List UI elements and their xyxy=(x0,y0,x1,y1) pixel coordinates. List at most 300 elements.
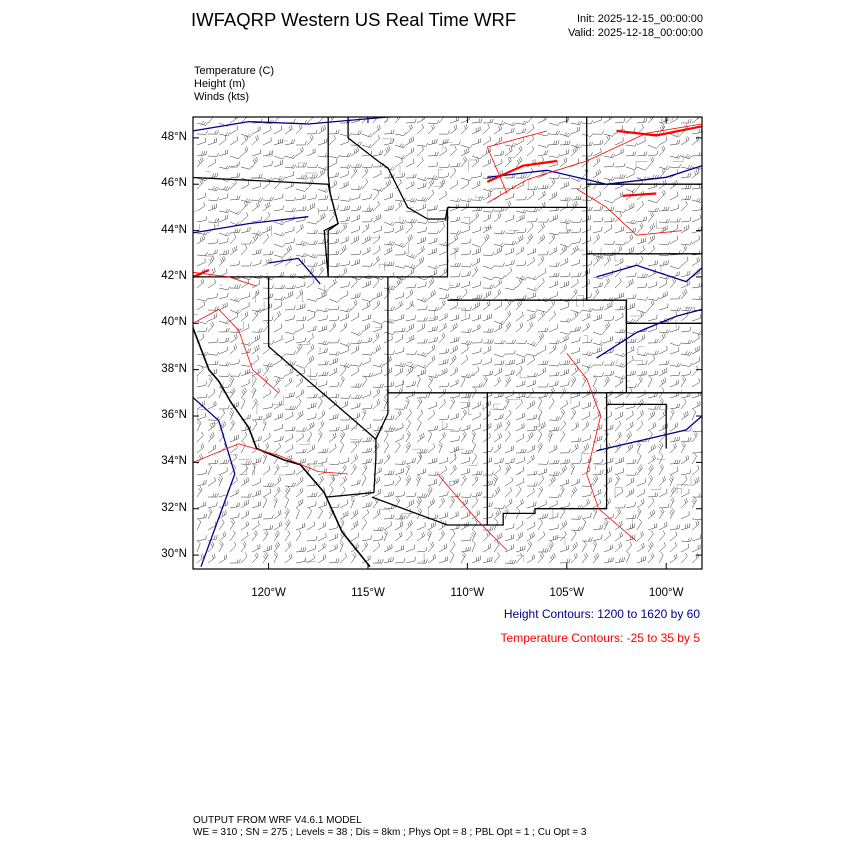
wind-barb xyxy=(670,266,681,269)
wind-barb xyxy=(549,476,555,486)
wind-barb xyxy=(428,120,439,124)
wind-barb xyxy=(406,268,414,277)
wind-barb xyxy=(670,508,675,519)
wind-barb xyxy=(527,502,536,508)
wind-barb xyxy=(648,444,655,453)
wind-barb xyxy=(219,256,225,266)
wind-barb xyxy=(230,444,237,453)
wind-barb xyxy=(483,252,494,256)
wind-barb xyxy=(593,508,597,519)
wind-barb xyxy=(549,247,557,255)
wind-barb xyxy=(439,179,445,189)
wind-barb xyxy=(351,278,357,288)
wind-barb xyxy=(692,129,702,134)
wind-barb xyxy=(351,236,359,245)
wind-barb xyxy=(252,458,261,464)
wind-barb xyxy=(362,475,366,486)
wind-barb xyxy=(274,179,280,189)
wind-barb xyxy=(538,328,548,332)
wind-barb xyxy=(494,541,499,552)
wind-barb xyxy=(450,263,461,267)
wind-barb xyxy=(362,391,370,398)
wind-barb xyxy=(406,458,415,464)
wind-barb xyxy=(197,443,204,453)
wind-barb xyxy=(362,458,372,464)
wind-barb xyxy=(461,124,468,134)
wind-barb xyxy=(197,432,203,442)
wind-barb xyxy=(428,554,436,563)
wind-barb xyxy=(681,437,691,442)
wind-barb xyxy=(406,442,411,453)
county-line xyxy=(441,520,443,521)
county-line xyxy=(603,470,604,471)
wind-barb xyxy=(318,431,322,442)
wind-barb xyxy=(483,339,494,343)
wind-barb xyxy=(406,420,411,431)
wind-barb xyxy=(494,279,502,288)
wind-barb xyxy=(516,276,527,281)
wind-barb xyxy=(351,521,358,530)
wind-barb xyxy=(340,268,347,278)
wind-barb xyxy=(230,313,238,321)
wind-barb xyxy=(692,227,701,233)
wind-barb xyxy=(384,286,395,290)
county-line xyxy=(257,405,259,415)
wind-barb xyxy=(615,475,620,486)
wind-barb xyxy=(615,258,623,266)
wind-barb xyxy=(505,248,514,255)
wind-barb xyxy=(417,398,422,409)
wind-barb xyxy=(472,471,482,475)
wind-barb xyxy=(648,297,659,301)
wind-barb xyxy=(263,466,270,475)
wind-barb xyxy=(373,542,380,552)
wind-barb xyxy=(494,433,502,442)
county-line xyxy=(405,243,409,253)
wind-barb xyxy=(527,218,537,222)
wind-barb xyxy=(417,547,427,552)
wind-barb xyxy=(285,285,296,289)
wind-barb xyxy=(274,272,284,277)
wind-barb xyxy=(208,153,219,157)
wind-barb xyxy=(637,201,644,211)
wind-barb xyxy=(472,173,482,179)
wind-barb xyxy=(483,290,491,299)
wind-barb xyxy=(626,220,637,224)
wind-barb xyxy=(307,545,315,552)
wind-barb xyxy=(472,424,480,431)
wind-barb xyxy=(538,468,547,475)
wind-barb xyxy=(274,160,283,167)
wind-barb xyxy=(560,421,566,432)
wind-barb xyxy=(560,381,569,387)
wind-barb xyxy=(285,412,293,420)
wind-barb xyxy=(670,192,678,200)
wind-barb xyxy=(417,246,424,255)
wind-barb xyxy=(516,546,525,552)
wind-barb xyxy=(340,457,349,464)
wind-barb xyxy=(241,135,248,145)
wind-barb xyxy=(439,130,450,134)
wind-barb xyxy=(461,355,468,365)
wind-barb xyxy=(395,545,404,552)
wind-barb xyxy=(549,345,556,354)
wind-barb xyxy=(527,522,535,530)
wind-barb xyxy=(395,201,402,211)
wind-barb xyxy=(263,525,273,530)
county-line xyxy=(534,415,540,426)
wind-barb xyxy=(593,332,604,335)
wind-barb xyxy=(659,260,669,266)
county-line xyxy=(509,230,519,231)
wind-barb xyxy=(516,399,523,409)
wind-barb xyxy=(516,499,523,508)
wind-barb xyxy=(384,222,395,226)
wind-barb xyxy=(615,192,623,200)
wind-barb xyxy=(571,238,581,244)
wind-barb xyxy=(329,230,340,234)
wind-barb xyxy=(681,173,691,178)
wind-barb xyxy=(692,366,698,376)
wind-barb xyxy=(659,137,667,145)
wind-barb xyxy=(494,275,505,278)
wind-barb xyxy=(483,192,491,200)
wind-barb xyxy=(494,243,505,247)
wind-barb xyxy=(461,457,470,464)
wind-barb xyxy=(626,203,634,211)
wind-barb xyxy=(406,219,417,223)
wind-barb xyxy=(516,366,522,376)
wind-barb xyxy=(626,234,633,244)
wind-barb xyxy=(494,125,502,134)
wind-barb xyxy=(472,476,478,486)
wind-barb xyxy=(252,234,258,244)
wind-barb xyxy=(219,387,222,398)
county-line xyxy=(578,248,583,250)
wind-barb xyxy=(329,339,339,343)
wind-barb xyxy=(681,340,692,344)
wind-barb xyxy=(417,124,424,134)
wind-barb xyxy=(307,148,315,156)
wind-barb xyxy=(285,139,294,145)
wind-barb xyxy=(593,445,601,453)
wind-barb xyxy=(648,151,658,156)
wind-barb xyxy=(296,282,305,288)
wind-barb xyxy=(450,355,456,365)
wind-barb xyxy=(351,313,359,321)
wind-barb xyxy=(483,526,494,530)
wind-barb xyxy=(263,552,268,563)
wind-barb xyxy=(362,299,373,302)
wind-barb xyxy=(615,432,621,442)
wind-barb xyxy=(659,522,667,530)
wind-barb xyxy=(549,445,557,453)
wind-barb xyxy=(505,241,516,245)
wind-barb xyxy=(230,503,240,508)
wind-barb xyxy=(538,500,546,508)
wind-barb xyxy=(208,464,212,475)
wind-barb xyxy=(516,486,521,497)
wind-barb xyxy=(229,409,234,420)
wind-barb xyxy=(461,425,470,431)
wind-barb xyxy=(527,208,538,212)
wind-barb xyxy=(439,113,445,124)
wind-barb xyxy=(417,282,426,288)
wind-barb xyxy=(307,203,315,211)
wind-barb xyxy=(538,191,545,200)
wind-barb xyxy=(384,398,388,409)
wind-barb xyxy=(417,365,428,369)
wind-barb xyxy=(384,241,395,245)
wind-barb xyxy=(373,170,381,178)
wind-barb xyxy=(648,355,655,365)
wind-barb xyxy=(615,313,623,321)
wind-barb xyxy=(417,177,428,181)
wind-barb xyxy=(560,479,569,486)
wind-barb xyxy=(615,557,625,563)
wind-barb xyxy=(648,541,653,552)
wind-barb xyxy=(373,527,384,531)
wind-barb xyxy=(296,488,303,497)
wind-barb xyxy=(428,486,433,497)
wind-barb xyxy=(285,406,296,410)
wind-barb xyxy=(373,333,379,343)
wind-barb xyxy=(626,167,637,170)
wind-barb xyxy=(494,263,505,267)
county-line xyxy=(438,170,442,177)
wind-barb xyxy=(373,321,384,324)
wind-barb xyxy=(406,119,416,123)
wind-barb xyxy=(615,542,622,552)
wind-barb xyxy=(692,521,699,531)
temperature-contour-bold xyxy=(623,194,657,196)
wind-barb xyxy=(329,476,335,486)
county-line xyxy=(484,228,493,229)
wind-barb xyxy=(615,412,623,420)
wind-barb xyxy=(219,328,229,332)
wind-barb xyxy=(263,197,274,201)
county-line xyxy=(617,360,618,364)
wind-barb xyxy=(516,228,526,233)
wind-barb xyxy=(351,226,359,233)
wind-barb xyxy=(582,467,590,475)
wind-barb xyxy=(604,557,614,563)
wind-barb xyxy=(571,327,581,333)
wind-barb xyxy=(274,126,282,134)
wind-barb xyxy=(362,535,372,541)
wind-barb xyxy=(593,475,598,486)
wind-barb xyxy=(307,298,318,301)
wind-barb xyxy=(417,220,428,223)
wind-barb xyxy=(571,464,575,475)
wind-barb xyxy=(241,499,249,508)
wind-barb xyxy=(417,257,424,267)
wind-barb xyxy=(406,464,410,475)
wind-barb xyxy=(274,552,278,563)
wind-barb xyxy=(263,150,272,156)
wind-barb xyxy=(670,422,678,431)
wind-barb xyxy=(252,309,263,313)
wind-barb xyxy=(439,466,447,475)
wind-barb xyxy=(670,235,678,244)
wind-barb xyxy=(395,278,402,288)
wind-barb xyxy=(252,202,259,211)
wind-barb xyxy=(417,183,426,189)
wind-barb xyxy=(494,354,505,357)
wind-barb xyxy=(263,258,271,266)
wind-barb xyxy=(219,215,227,222)
wind-barb xyxy=(582,308,593,312)
wind-barb xyxy=(582,269,590,277)
wind-barb xyxy=(483,557,492,563)
wind-barb xyxy=(252,290,259,299)
wind-barb xyxy=(428,337,437,343)
wind-barb xyxy=(505,128,514,134)
wind-barb xyxy=(670,204,679,211)
wind-barb xyxy=(362,323,370,332)
county-line xyxy=(321,285,325,293)
wind-barb xyxy=(252,376,256,387)
wind-barb xyxy=(340,476,347,486)
wind-barb xyxy=(395,155,406,159)
wind-barb xyxy=(340,343,351,347)
wind-barb xyxy=(483,544,491,552)
wind-barb xyxy=(494,377,501,387)
wind-barb xyxy=(230,359,240,365)
wind-barb xyxy=(373,510,380,519)
wind-barb xyxy=(329,558,339,563)
wind-barb xyxy=(560,459,570,464)
wind-barb xyxy=(450,436,459,442)
wind-barb xyxy=(252,355,259,365)
wind-barb xyxy=(274,296,285,300)
wind-barb xyxy=(274,221,285,225)
wind-barb xyxy=(483,209,494,213)
wind-barb xyxy=(351,363,362,367)
wind-barb xyxy=(450,454,456,464)
wind-barb xyxy=(527,541,532,552)
wind-barb xyxy=(560,245,567,255)
wind-barb xyxy=(483,328,494,332)
wind-barb xyxy=(593,553,599,563)
wind-barb xyxy=(384,382,394,387)
wind-barb xyxy=(219,555,227,564)
wind-barb xyxy=(318,476,324,487)
wind-barb xyxy=(362,302,370,310)
wind-barb xyxy=(472,491,482,497)
wind-barb xyxy=(263,483,274,487)
wind-barb xyxy=(274,510,281,519)
wind-barb xyxy=(252,311,258,321)
wind-barb xyxy=(241,312,248,322)
wind-barb xyxy=(659,190,665,200)
wind-barb xyxy=(329,524,338,530)
wind-barb xyxy=(472,267,478,277)
wind-barb xyxy=(582,351,593,355)
wind-barb xyxy=(450,180,458,189)
wind-barb xyxy=(318,213,325,222)
county-line xyxy=(406,361,411,362)
wind-barb xyxy=(571,273,581,277)
wind-barb xyxy=(439,457,448,464)
wind-barb xyxy=(208,389,215,398)
wind-barb xyxy=(626,535,635,542)
wind-barb xyxy=(461,345,468,354)
wind-barb xyxy=(362,314,371,321)
wind-barb xyxy=(681,398,686,409)
wind-barb xyxy=(692,314,701,321)
wind-barb xyxy=(296,499,303,508)
wind-barb xyxy=(362,409,366,420)
wind-barb xyxy=(450,427,461,431)
wind-barb xyxy=(450,398,455,409)
wind-barb xyxy=(373,150,383,156)
wind-barb xyxy=(538,486,543,497)
wind-barb xyxy=(549,263,560,267)
wind-barb xyxy=(285,542,291,552)
wind-barb xyxy=(219,373,230,377)
wind-barb xyxy=(439,247,447,255)
wind-barb xyxy=(681,201,687,211)
wind-barb xyxy=(307,164,318,168)
wind-barb xyxy=(450,217,460,222)
wind-barb xyxy=(527,380,536,387)
wind-barb xyxy=(362,247,370,255)
valid-time: Valid: 2025-12-18_00:00:00 xyxy=(568,27,703,39)
wind-barb xyxy=(494,340,505,344)
wind-barb xyxy=(263,489,271,497)
wind-barb xyxy=(417,352,428,356)
wind-barb xyxy=(296,253,307,257)
wind-barb xyxy=(296,378,303,388)
wind-barb xyxy=(373,369,381,376)
wind-barb xyxy=(197,252,208,256)
wind-barb xyxy=(670,371,680,376)
wind-barb xyxy=(406,381,416,387)
wind-barb xyxy=(208,502,217,508)
wind-barb xyxy=(472,431,476,442)
wind-barb xyxy=(307,344,314,354)
wind-barb xyxy=(648,281,657,288)
wind-barb xyxy=(263,294,273,299)
wind-barb xyxy=(241,541,246,552)
wind-barb xyxy=(461,410,467,421)
wind-barb xyxy=(395,158,402,167)
wind-barb xyxy=(307,414,316,420)
county-line xyxy=(577,295,583,307)
wind-barb xyxy=(538,346,546,354)
wind-barb xyxy=(483,124,489,134)
wind-barb xyxy=(208,322,214,332)
wind-barb xyxy=(307,241,318,245)
wind-barb xyxy=(340,261,350,266)
county-line xyxy=(279,474,284,475)
wind-barb xyxy=(494,289,501,299)
wind-barb xyxy=(461,221,472,224)
wind-barb xyxy=(527,191,534,200)
wind-barb xyxy=(252,174,262,178)
wind-barb xyxy=(351,194,360,200)
wind-barb xyxy=(461,180,469,189)
wind-barb xyxy=(384,428,395,432)
wind-barb xyxy=(340,198,351,202)
wind-barb xyxy=(461,177,472,180)
wind-barb xyxy=(263,212,270,222)
wind-barb xyxy=(505,147,512,156)
wind-barb xyxy=(351,383,362,387)
wind-barb xyxy=(560,409,565,420)
wind-barb xyxy=(241,279,249,288)
